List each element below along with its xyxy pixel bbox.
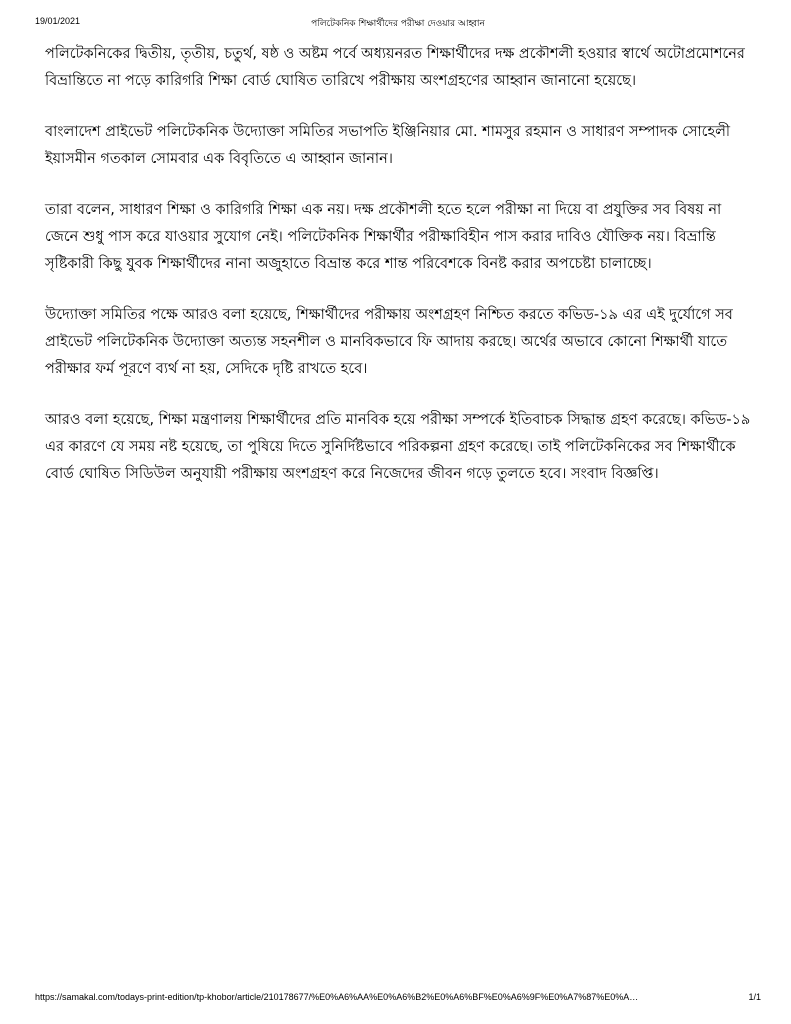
print-header — [35, 16, 761, 32]
print-date: 19/01/2021 — [35, 16, 81, 26]
page-number: 1/1 — [748, 992, 761, 1002]
article-paragraph: তারা বলেন, সাধারণ শিক্ষা ও কারিগরি শিক্ষা এক নয়। দক্ষ প্রকৌশলী হতে হলে পরীক্ষা না দিয়ে বা প্রযুক্তির সব বিষয় না জেনে শুধু পাস করে যাওয়ার সুযোগ নেই। পলিটেকনিক শিক্ষার্থীর পরীক্ষাবিহীন পাস করার দাবিও যৌক্তিক নয়। বিভ্রান্তি সৃষ্টিকারী কিছু যুবক শিক্ষার্থীদের নানা অজুহাতে বিভ্রান্ত করে শান্ত পরিবেশকে বিনষ্ট করার অপচেষ্টা চালাচ্ছে। — [45, 202, 722, 272]
article-paragraph: পলিটেকনিকের দ্বিতীয়, তৃতীয়, চতুর্থ, ষষ্ঠ ও অষ্টম পর্বে অধ্যয়নরত শিক্ষার্থীদের দক্ষ প্রকৌশলী হওয়ার স্বার্থে অটোপ্রমোশনের বিভ্রান্তিতে না পড়ে কারিগরি শিক্ষা বোর্ড ঘোষিত তারিখে পরীক্ষায় অংশগ্রহণের আহ্বান জানানো হয়েছে। — [45, 46, 745, 89]
article-paragraph: বাংলাদেশ প্রাইভেট পলিটেকনিক উদ্যোক্তা সমিতির সভাপতি ইঞ্জিনিয়ার মো. শামসুর রহমান ও সাধারণ সম্পাদক সোহেলী ইয়াসমীন গতকাল সোমবার এক বিবৃতিতে এ আহ্বান জানান। — [45, 124, 731, 167]
print-footer — [35, 992, 761, 1006]
source-url: https://samakal.com/todays-print-edition/tp-khobor/article/210178677/%E0%A6%AA%E0%A6%B2%E0%A6%BF%E0%A6%9F%E0%A7%87%E0%A… — [35, 992, 639, 1002]
article-paragraph: উদ্যোক্তা সমিতির পক্ষে আরও বলা হয়েছে, শিক্ষার্থীদের পরীক্ষায় অংশগ্রহণ নিশ্চিত করতে কভিড-১৯ এর এই দুর্যোগে সব প্রাইভেট পলিটেকনিক উদ্যোক্তা অত্যন্ত সহনশীল ও মানবিকভাবে ফি আদায় করছে। অর্থের অভাবে কোনো শিক্ষার্থী যাতে পরীক্ষার ফর্ম পূরণে ব্যর্থ না হয়, সেদিকে দৃষ্টি রাখতে হবে। — [45, 307, 733, 377]
article-body — [45, 41, 755, 512]
page-title: পলিটেকনিক শিক্ষার্থীদের পরীক্ষা দেওয়ার আহ্বান — [311, 19, 485, 29]
article-paragraph: আরও বলা হয়েছে, শিক্ষা মন্ত্রণালয় শিক্ষার্থীদের প্রতি মানবিক হয়ে পরীক্ষা সম্পর্কে ইতিবাচক সিদ্ধান্ত গ্রহণ করেছে। কভিড-১৯ এর কারণে যে সময় নষ্ট হয়েছে, তা পুষিয়ে দিতে সুনির্দিষ্টভাবে পরিকল্পনা গ্রহণ করেছে। তাই পলিটেকনিকের সব শিক্ষার্থীকে বোর্ড ঘোষিত সিডিউল অনুযায়ী পরীক্ষায় অংশগ্রহণ করে নিজেদের জীবন গড়ে তুলতে হবে। সংবাদ বিজ্ঞপ্তি। — [45, 412, 751, 482]
